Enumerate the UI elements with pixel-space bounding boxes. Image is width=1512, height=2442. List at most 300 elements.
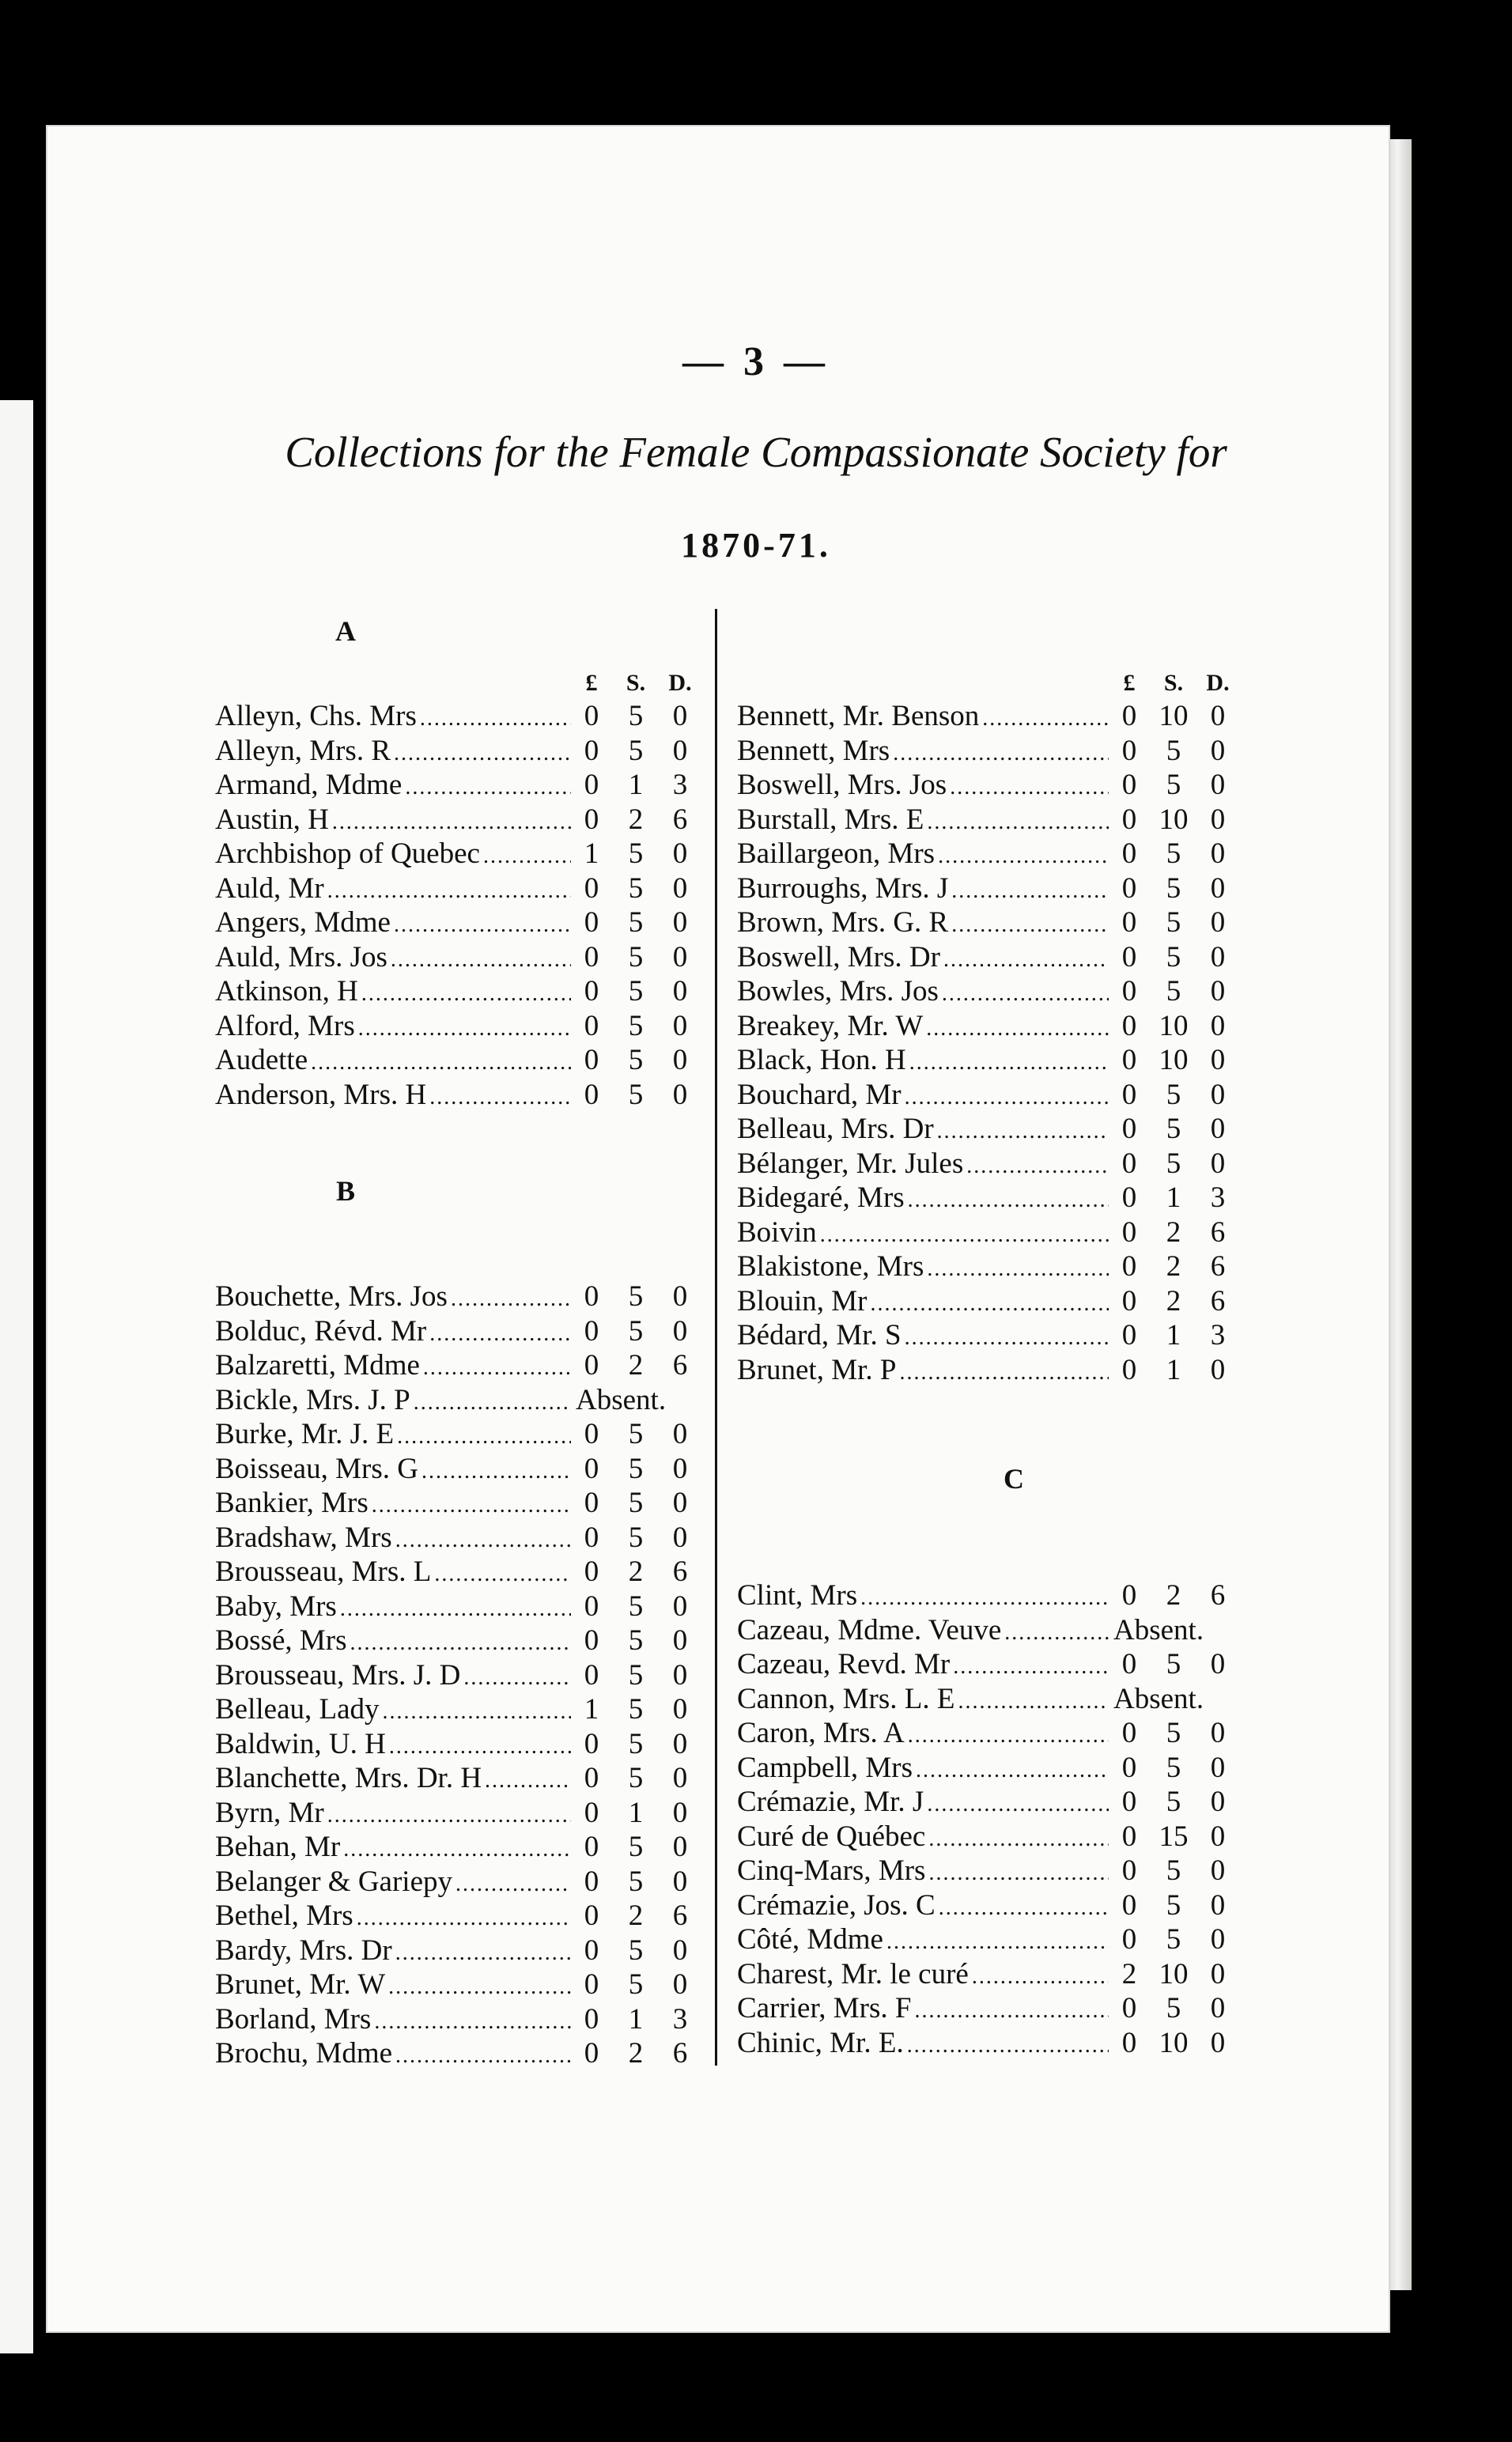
amount xyxy=(571,2002,701,2037)
shillings-value: 10 xyxy=(1159,803,1189,836)
dot-leader xyxy=(905,1718,1109,1753)
donor-name: Byrn, Mr xyxy=(215,1796,324,1829)
pounds-value: 0 xyxy=(584,940,599,973)
shillings-value: 10 xyxy=(1159,700,1189,732)
dot-leader xyxy=(925,1856,1109,1891)
dot-leader xyxy=(904,2028,1109,2063)
shillings-value: 5 xyxy=(1166,734,1181,767)
amount xyxy=(571,1452,701,1487)
donor-name-cell xyxy=(737,1009,1109,1046)
amount xyxy=(571,1830,701,1865)
list-item xyxy=(737,1682,1243,1717)
dot-leader xyxy=(347,1626,571,1661)
donor-name: Black, Hon. H xyxy=(737,1044,906,1076)
donor-name: Austin, H xyxy=(215,803,329,836)
shillings-value: 5 xyxy=(1166,940,1181,973)
donor-name: Belanger & Gariepy xyxy=(215,1865,452,1898)
donor-name: Belleau, Lady xyxy=(215,1693,380,1726)
pence-value: 6 xyxy=(672,1556,688,1588)
list-item xyxy=(737,837,1243,871)
donor-name-cell xyxy=(737,1318,1109,1355)
pounds-value: 0 xyxy=(584,1865,599,1898)
donor-name-cell xyxy=(215,837,571,874)
donor-name-cell xyxy=(737,1353,1109,1390)
dot-leader xyxy=(452,1867,571,1902)
amount xyxy=(1109,699,1238,734)
amount xyxy=(571,699,701,734)
dot-leader xyxy=(911,1994,1109,2028)
dot-leader xyxy=(417,701,571,736)
pounds-value: 0 xyxy=(1121,1923,1137,1956)
donor-name-cell xyxy=(737,1922,1109,1960)
shillings-value: 5 xyxy=(628,1044,644,1076)
donor-name-cell xyxy=(737,1888,1109,1926)
amount xyxy=(571,1796,701,1831)
donor-name-cell xyxy=(215,1727,571,1764)
dot-leader xyxy=(380,1695,571,1729)
dot-leader xyxy=(410,1385,571,1420)
pounds-value: 0 xyxy=(1121,1113,1137,1145)
donor-name: Blakistone, Mrs xyxy=(737,1250,924,1283)
shillings-value: 5 xyxy=(628,1934,644,1967)
dot-leader xyxy=(913,1753,1109,1788)
list-item xyxy=(215,734,713,769)
dot-leader xyxy=(867,1287,1109,1321)
amount xyxy=(571,1417,701,1452)
shilling-header: S. xyxy=(1163,670,1184,696)
pence-value: 0 xyxy=(1210,1854,1226,1887)
pence-value: 0 xyxy=(1210,975,1226,1007)
dot-leader xyxy=(924,1787,1109,1822)
list-item xyxy=(737,1613,1243,1648)
amount xyxy=(571,1590,701,1624)
donor-name: Chinic, Mr. E. xyxy=(737,2026,904,2059)
list-item xyxy=(215,1452,713,1487)
shillings-value: 1 xyxy=(1166,1181,1181,1214)
donor-name-cell xyxy=(215,734,571,771)
shillings-value: 5 xyxy=(628,1009,644,1042)
donor-name: Côté, Mdme xyxy=(737,1923,883,1956)
list-item xyxy=(215,1280,713,1314)
list-item xyxy=(737,1957,1243,1992)
pence-value: 0 xyxy=(1210,940,1226,973)
list-item xyxy=(737,1215,1243,1250)
shillings-value: 5 xyxy=(1166,1147,1181,1180)
donor-name-cell xyxy=(215,1761,571,1798)
shillings-value: 5 xyxy=(1166,1888,1181,1922)
donor-name-cell xyxy=(737,1820,1109,1857)
amount xyxy=(1109,940,1238,975)
donor-name: Crémazie, Mr. J xyxy=(737,1786,924,1818)
pence-value: 3 xyxy=(672,769,688,801)
amount xyxy=(571,1314,701,1349)
donor-name: Blanchette, Mrs. Dr. H xyxy=(215,1762,482,1794)
amount xyxy=(1109,734,1238,769)
shillings-value: 5 xyxy=(1166,1751,1181,1784)
donor-name-cell xyxy=(737,974,1109,1011)
shillings-value: 2 xyxy=(628,2037,644,2070)
list-item xyxy=(737,1991,1243,2026)
donor-name: Atkinson, H xyxy=(215,975,358,1007)
amount xyxy=(571,1865,701,1900)
donor-name: Curé de Québec xyxy=(737,1820,926,1853)
pounds-value: 0 xyxy=(1121,1009,1137,1042)
list-item xyxy=(737,803,1243,837)
pounds-value: 0 xyxy=(1121,1250,1137,1283)
list-item xyxy=(215,1078,713,1113)
shillings-value: 10 xyxy=(1159,1044,1189,1076)
pounds-value: 0 xyxy=(1121,1992,1137,2024)
pence-value: 0 xyxy=(1210,837,1226,870)
pence-value: 3 xyxy=(1210,1181,1226,1214)
dot-leader xyxy=(925,1822,1109,1857)
list-item xyxy=(215,1555,713,1590)
donor-name-cell xyxy=(737,734,1109,771)
amount xyxy=(571,940,701,975)
shillings-value: 5 xyxy=(1166,1923,1181,1956)
donor-name-cell xyxy=(737,1647,1109,1684)
shillings-value: 5 xyxy=(628,1865,644,1898)
shillings-value: 5 xyxy=(1166,1717,1181,1749)
pence-value: 0 xyxy=(1210,1888,1226,1922)
amount xyxy=(1109,1318,1238,1353)
pounds-value: 0 xyxy=(584,1009,599,1042)
list-item xyxy=(737,1785,1243,1820)
list-item xyxy=(737,699,1243,734)
shillings-value: 5 xyxy=(628,906,644,939)
donor-name-cell xyxy=(215,974,571,1011)
amount xyxy=(1109,803,1238,837)
donor-name: Angers, Mdme xyxy=(215,906,391,939)
dot-leader xyxy=(906,1045,1109,1080)
donor-name: Behan, Mr xyxy=(215,1831,341,1863)
pence-value: 0 xyxy=(1210,871,1226,905)
amount xyxy=(1109,1112,1238,1147)
donor-name-cell xyxy=(215,2002,571,2039)
amount xyxy=(1109,1820,1238,1854)
pence-value: 0 xyxy=(1210,700,1226,732)
pounds-value: 0 xyxy=(584,1314,599,1348)
donor-name-cell xyxy=(737,1991,1109,2028)
donor-name-cell xyxy=(215,1009,571,1046)
shillings-value: 5 xyxy=(628,1314,644,1348)
pence-value: 0 xyxy=(1210,1992,1226,2024)
pounds-value: 0 xyxy=(584,803,599,836)
pounds-value: 0 xyxy=(584,1796,599,1829)
dot-leader xyxy=(924,1252,1109,1287)
amount xyxy=(571,1968,701,2002)
amount xyxy=(1109,837,1238,871)
pence-value: 0 xyxy=(672,1418,688,1450)
dot-leader xyxy=(883,1925,1109,1960)
donor-name: Bidegaré, Mrs xyxy=(737,1181,905,1214)
donor-name: Auld, Mrs. Jos xyxy=(215,940,387,973)
donor-name-cell xyxy=(737,1751,1109,1788)
pence-value: 0 xyxy=(1210,803,1226,836)
dot-leader xyxy=(896,1355,1109,1390)
shillings-value: 5 xyxy=(628,1487,644,1519)
dot-leader xyxy=(431,1557,571,1592)
list-item xyxy=(215,1830,713,1865)
pounds-value: 0 xyxy=(1121,1353,1137,1386)
amount xyxy=(1109,1922,1238,1957)
pence-value: 3 xyxy=(1210,1319,1226,1351)
shillings-value: 5 xyxy=(628,837,644,870)
pence-value: 0 xyxy=(672,1280,688,1313)
list-item xyxy=(737,1716,1243,1751)
pounds-value: 0 xyxy=(1121,1751,1137,1784)
shillings-value: 1 xyxy=(628,769,644,801)
pounds-value: 0 xyxy=(1121,1044,1137,1076)
donor-name-cell xyxy=(215,1590,571,1627)
donor-name: Cazeau, Mdme. Veuve xyxy=(737,1613,1002,1646)
dot-leader xyxy=(954,1684,1109,1719)
pence-value: 0 xyxy=(1210,1957,1226,1990)
dot-leader xyxy=(948,874,1109,909)
list-item xyxy=(215,1865,713,1900)
pounds-value: 0 xyxy=(1121,2026,1137,2059)
amount xyxy=(1109,1147,1238,1181)
amount xyxy=(1109,1078,1238,1113)
shillings-value: 5 xyxy=(1166,975,1181,1007)
shillings-value: 5 xyxy=(628,1831,644,1863)
donor-name-cell xyxy=(737,1785,1109,1822)
amount xyxy=(1109,1181,1238,1215)
list-item xyxy=(737,1647,1243,1682)
dot-leader xyxy=(402,770,571,805)
amount xyxy=(1109,1716,1238,1751)
pence-value: 6 xyxy=(1210,1215,1226,1249)
list-item xyxy=(737,734,1243,769)
shillings-value: 5 xyxy=(628,975,644,1007)
pounds-value: 0 xyxy=(1121,1215,1137,1249)
donor-name-cell xyxy=(215,1280,571,1317)
dot-leader xyxy=(324,1798,571,1833)
pounds-value: 0 xyxy=(1121,1181,1137,1214)
donor-name-cell xyxy=(737,1716,1109,1753)
donor-name: Archbishop of Quebec xyxy=(215,837,480,870)
list-item xyxy=(215,837,713,871)
shillings-value: 5 xyxy=(1166,906,1181,939)
shillings-value: 1 xyxy=(1166,1319,1181,1351)
donor-name: Boswell, Mrs. Dr xyxy=(737,940,940,973)
amount xyxy=(1109,1249,1238,1284)
pounds-value: 0 xyxy=(584,1590,599,1623)
list-item xyxy=(737,768,1243,803)
pounds-value: 0 xyxy=(1121,837,1137,870)
pence-value: 3 xyxy=(672,2002,688,2036)
shillings-value: 10 xyxy=(1159,1957,1189,1990)
list-item xyxy=(737,2026,1243,2061)
pounds-value: 0 xyxy=(1121,700,1137,732)
donor-name: Brousseau, Mrs. J. D xyxy=(215,1658,461,1692)
list-item xyxy=(215,974,713,1009)
donor-name: Bouchette, Mrs. Jos xyxy=(215,1280,448,1313)
list-item xyxy=(215,803,713,837)
column-divider xyxy=(715,609,717,2066)
absent-note: Absent. xyxy=(576,1383,667,1416)
dot-leader xyxy=(969,1960,1109,1994)
donor-name: Cannon, Mrs. L. E xyxy=(737,1682,955,1715)
dot-leader xyxy=(308,1045,571,1080)
pounds-value: 0 xyxy=(584,1556,599,1588)
donor-name: Bennett, Mr. Benson xyxy=(737,700,980,732)
list-item xyxy=(215,1727,713,1762)
pence-value: 6 xyxy=(672,2037,688,2070)
list-item xyxy=(215,1934,713,1968)
donor-name-cell xyxy=(215,1658,571,1695)
pounds-value: 0 xyxy=(1121,1078,1137,1111)
amount xyxy=(571,1727,701,1762)
dot-leader xyxy=(387,943,571,977)
pounds-value: 0 xyxy=(584,769,599,801)
dot-leader xyxy=(448,1282,571,1317)
pence-value: 0 xyxy=(1210,1786,1226,1818)
pence-value: 6 xyxy=(672,1900,688,1932)
pounds-value: 0 xyxy=(584,1487,599,1519)
pence-value: 0 xyxy=(672,1831,688,1863)
list-item xyxy=(737,1284,1243,1319)
pounds-value: 0 xyxy=(584,1727,599,1760)
pounds-value: 0 xyxy=(584,906,599,939)
donor-name-cell xyxy=(215,905,571,943)
list-item xyxy=(215,1968,713,2002)
dot-leader xyxy=(324,874,571,909)
list-item xyxy=(215,1521,713,1556)
pence-value: 0 xyxy=(672,1934,688,1967)
donor-name-cell xyxy=(215,2036,571,2073)
donor-name: Bethel, Mrs xyxy=(215,1900,353,1932)
dot-leader xyxy=(392,2039,571,2073)
amount xyxy=(571,1348,701,1383)
dot-leader xyxy=(924,805,1109,840)
donor-name: Campbell, Mrs xyxy=(737,1751,913,1784)
pounds-value: 0 xyxy=(1121,1648,1137,1680)
donor-name-cell xyxy=(215,1968,571,2005)
donor-name: Burstall, Mrs. E xyxy=(737,803,924,836)
donor-name-cell xyxy=(737,1249,1109,1287)
pounds-value: 0 xyxy=(584,734,599,767)
donor-name-cell xyxy=(737,1112,1109,1149)
amount xyxy=(571,974,701,1009)
amount xyxy=(1109,1751,1238,1786)
dot-leader xyxy=(426,1080,571,1115)
pounds-value: 0 xyxy=(584,1658,599,1692)
shillings-value: 5 xyxy=(628,734,644,767)
donor-name: Caron, Mrs. A xyxy=(737,1717,905,1749)
donor-name-cell xyxy=(215,1314,571,1351)
donor-name-cell xyxy=(215,1486,571,1523)
list-item xyxy=(215,2002,713,2037)
pence-value: 0 xyxy=(672,1044,688,1076)
donor-name-cell xyxy=(737,1578,1109,1616)
shillings-value: 5 xyxy=(1166,1078,1181,1111)
shillings-value: 5 xyxy=(628,1727,644,1760)
dot-leader xyxy=(426,1317,571,1351)
pence-value: 0 xyxy=(672,1796,688,1829)
amount xyxy=(1109,1043,1238,1078)
pounds-value: 0 xyxy=(1121,940,1137,973)
section-letter: C xyxy=(1004,1463,1024,1495)
dot-leader xyxy=(936,1891,1109,1926)
pounds-value: 0 xyxy=(1121,906,1137,939)
section-letter: B xyxy=(335,1175,355,1207)
pounds-value: 0 xyxy=(1121,803,1137,836)
pounds-value: 0 xyxy=(584,1521,599,1554)
pounds-value: 0 xyxy=(584,700,599,732)
absent-note: Absent. xyxy=(1113,1682,1204,1715)
amount xyxy=(1109,2026,1238,2061)
dot-leader xyxy=(358,977,571,1011)
pounds-value: 0 xyxy=(584,1624,599,1657)
dot-leader xyxy=(979,701,1109,736)
amount xyxy=(1109,1284,1238,1319)
pence-value: 0 xyxy=(672,1762,688,1794)
donor-name-cell xyxy=(737,1613,1109,1650)
dot-leader xyxy=(890,736,1109,771)
donor-name-cell xyxy=(737,1957,1109,1994)
pence-value: 0 xyxy=(672,1078,688,1111)
donor-name-cell xyxy=(215,1043,571,1080)
amount xyxy=(1109,1215,1238,1250)
dot-leader xyxy=(385,1970,571,2005)
amount xyxy=(1109,1578,1238,1613)
donor-name: Bardy, Mrs. Dr xyxy=(215,1934,392,1967)
donor-name: Boivin xyxy=(737,1215,817,1249)
adjacent-page-edge xyxy=(0,400,33,2353)
dot-leader xyxy=(391,736,571,771)
dot-leader xyxy=(371,2005,571,2039)
amount xyxy=(571,837,701,871)
dot-leader xyxy=(948,908,1109,943)
dot-leader xyxy=(857,1581,1109,1616)
amount xyxy=(1109,1991,1238,2026)
pence-value: 0 xyxy=(672,1624,688,1657)
pounds-value: 0 xyxy=(1121,769,1137,801)
list-item xyxy=(215,1796,713,1831)
donor-name: Auld, Mr xyxy=(215,871,324,905)
shillings-value: 5 xyxy=(1166,837,1181,870)
amount xyxy=(571,1761,701,1796)
amount xyxy=(1109,871,1238,906)
shillings-value: 2 xyxy=(1166,1284,1181,1317)
list-item xyxy=(737,1888,1243,1923)
list-item xyxy=(215,1624,713,1658)
list-item xyxy=(215,1348,713,1383)
pounds-value: 0 xyxy=(584,1349,599,1382)
shillings-value: 10 xyxy=(1159,1009,1189,1042)
donor-name-cell xyxy=(737,1682,1109,1719)
donor-name: Bouchard, Mr xyxy=(737,1078,902,1111)
donor-name: Baby, Mrs xyxy=(215,1590,337,1623)
list-item xyxy=(215,1417,713,1452)
pounds-value: 0 xyxy=(584,1968,599,2001)
list-item xyxy=(215,1043,713,1078)
donor-name-cell xyxy=(215,871,571,909)
list-item xyxy=(737,1922,1243,1957)
shillings-value: 5 xyxy=(1166,871,1181,905)
pence-value: 6 xyxy=(672,803,688,836)
donor-name: Burke, Mr. J. E xyxy=(215,1418,395,1450)
pence-value: 0 xyxy=(1210,1820,1226,1853)
donor-name: Clint, Mrs xyxy=(737,1579,858,1612)
donor-name: Alleyn, Mrs. R xyxy=(215,734,391,767)
dot-leader xyxy=(418,1454,571,1489)
amount xyxy=(571,1658,701,1693)
amount xyxy=(571,734,701,769)
pounds-value: 0 xyxy=(584,1452,599,1485)
shillings-value: 5 xyxy=(628,871,644,905)
